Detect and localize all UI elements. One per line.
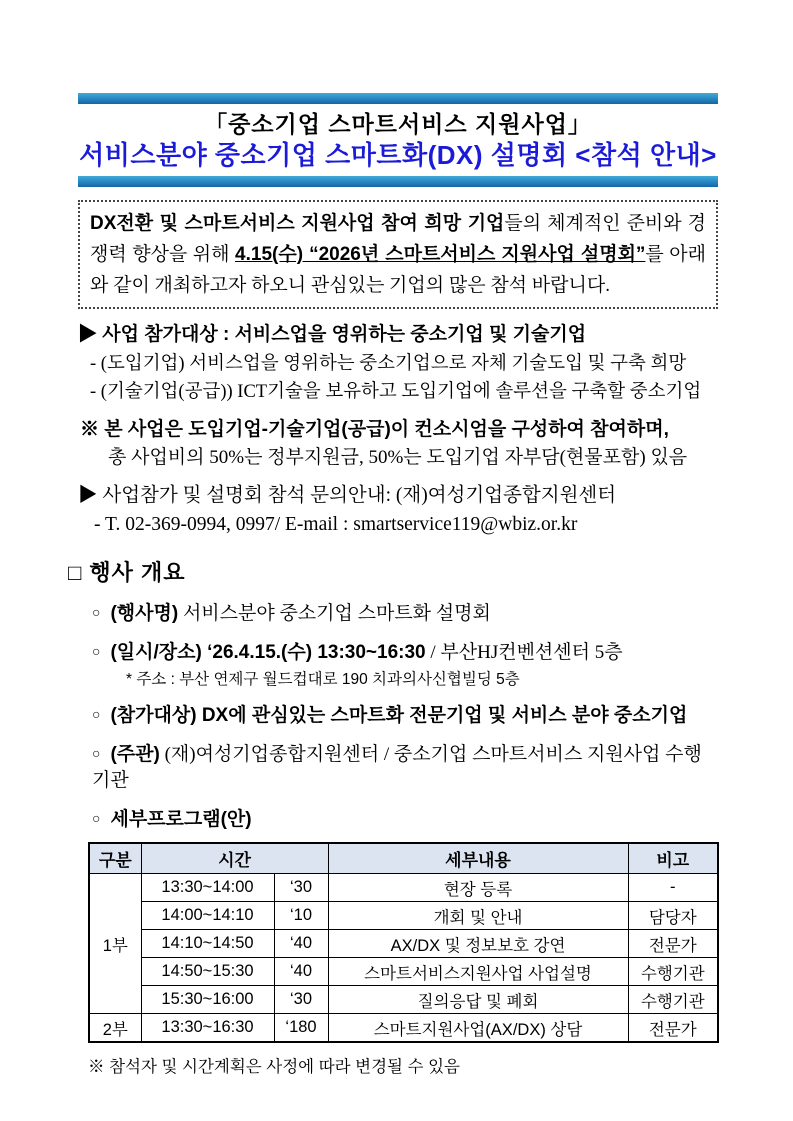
header-time: 시간 [141,843,328,874]
overview-item-participants [92,703,718,729]
time-cell: 15:30~16:00 [141,986,274,1014]
document-title: 서비스분야 중소기업 스마트화(DX) 설명회 <참석 안내> [79,140,717,170]
table-header-row [89,843,718,874]
table-row [89,958,718,986]
part-cell-2: 2부 [89,1014,141,1043]
document-subtitle: 「중소기업 스마트서비스 지원사업」 [204,111,592,137]
header-bottom-bar [78,176,718,187]
program-title: 세부프로그램(안) [110,809,252,830]
content-cell: 질의응답 및 폐회 [328,986,628,1014]
host-label: (주관) [110,744,160,765]
intro-box [78,200,718,309]
duration-cell: ‘10 [274,902,328,930]
address-note: * 주소 : 부산 연제구 월드컵대로 190 치과의사신협빌딩 5층 [126,671,520,688]
contact-detail: - T. 02-369-0994, 0997/ E-mail : smartservice119@wbiz.or.kr [94,514,578,535]
content-cell: 스마트서비스지원사업 사업설명 [328,958,628,986]
note-cell: 담당자 [628,902,718,930]
part-cell-1: 1부 [89,874,141,1014]
content-cell: 개회 및 안내 [328,902,628,930]
target-item-supplier: - (기술기업(공급)) ICT기술을 보유하고 도입기업에 솔루션을 구축할 중소기업 [90,382,702,402]
overview-item-datetime [92,640,718,666]
note-cell: 수행기관 [628,986,718,1014]
table-row [89,986,718,1014]
intro-emphasis-2: 4.15(수) “2026년 스마트서비스 지원사업 설명회” [235,244,646,265]
header-top-bar [78,93,718,104]
consortium-note-line1: ※ 본 사업은 도입기업-기술기업(공급)이 컨소시엄을 구성하여 참여하며, [80,419,669,440]
participants-text: (참가대상) DX에 관심있는 스마트화 전문기업 및 서비스 분야 중소기업 [110,705,688,726]
duration-cell: ‘40 [274,930,328,958]
time-cell: 14:10~14:50 [141,930,274,958]
content-cell: 스마트지원사업(AX/DX) 상담 [328,1014,628,1043]
target-item-adopter: - (도입기업) 서비스업을 영위하는 중소기업으로 자체 기술도입 및 구축 희망 [90,354,687,374]
host-text: (재)여성기업종합지원센터 / 중소기업 스마트서비스 지원사업 수행기관 [92,744,702,791]
overview-heading: □ 행사 개요 [68,560,186,585]
overview-item-program [92,807,718,833]
intro-emphasis-1: DX전환 및 스마트서비스 지원사업 참여 희망 기업 [90,213,505,234]
event-name-label: (행사명) [110,603,179,624]
note-cell: 전문가 [628,930,718,958]
datetime-bold: (일시/장소) ‘26.4.15.(수) 13:30~16:30 [110,642,426,663]
overview-item-event-name [92,601,718,627]
content-cell: AX/DX 및 정보보호 강연 [328,930,628,958]
duration-cell: ‘30 [274,874,328,902]
event-name-text: 서비스분야 중소기업 스마트화 설명회 [178,603,491,624]
circle-bullet: ○ [92,812,101,827]
table-row [89,1014,718,1043]
header-part: 구분 [89,843,141,874]
consortium-note-line2: 총 사업비의 50%는 정부지원금, 50%는 도입기업 자부담(현물포함) 있음 [108,447,688,468]
table-row [89,902,718,930]
program-table [88,842,719,1043]
circle-bullet: ○ [92,645,101,660]
note-cell: 수행기관 [628,958,718,986]
time-cell: 14:00~14:10 [141,902,274,930]
table-footnote: ※ 참석자 및 시간계획은 사정에 따라 변경될 수 있음 [88,1058,460,1076]
participation-target-title: ▶ 사업 참가대상 : 서비스업을 영위하는 중소기업 및 기술기업 [78,324,587,345]
table-row [89,930,718,958]
overview-item-host [92,742,718,794]
circle-bullet: ○ [92,747,101,762]
contact-title: ▶ 사업참가 및 설명회 참석 문의안내: (재)여성기업종합지원센터 [78,485,617,506]
duration-cell: ‘40 [274,958,328,986]
duration-cell: ‘30 [274,986,328,1014]
circle-bullet: ○ [92,606,101,621]
circle-bullet: ○ [92,708,101,723]
time-cell: 13:30~14:00 [141,874,274,902]
note-cell: 전문가 [628,1014,718,1043]
header-content: 세부내용 [328,843,628,874]
intro-text-2: 를 아래와 같이 개최하고자 하오니 관심있는 기업의 많은 참석 바랍니다. [90,244,706,296]
content-cell: 현장 등록 [328,874,628,902]
note-cell: - [628,874,718,902]
header-note: 비고 [628,843,718,874]
duration-cell: ‘180 [274,1014,328,1043]
time-cell: 14:50~15:30 [141,958,274,986]
datetime-venue: / 부산HJ컨벤션센터 5층 [425,642,623,663]
time-cell: 13:30~16:30 [141,1014,274,1043]
intro-text-1: 들의 체계적인 준비와 경쟁력 향상을 위해 [90,213,706,265]
table-row [89,874,718,902]
